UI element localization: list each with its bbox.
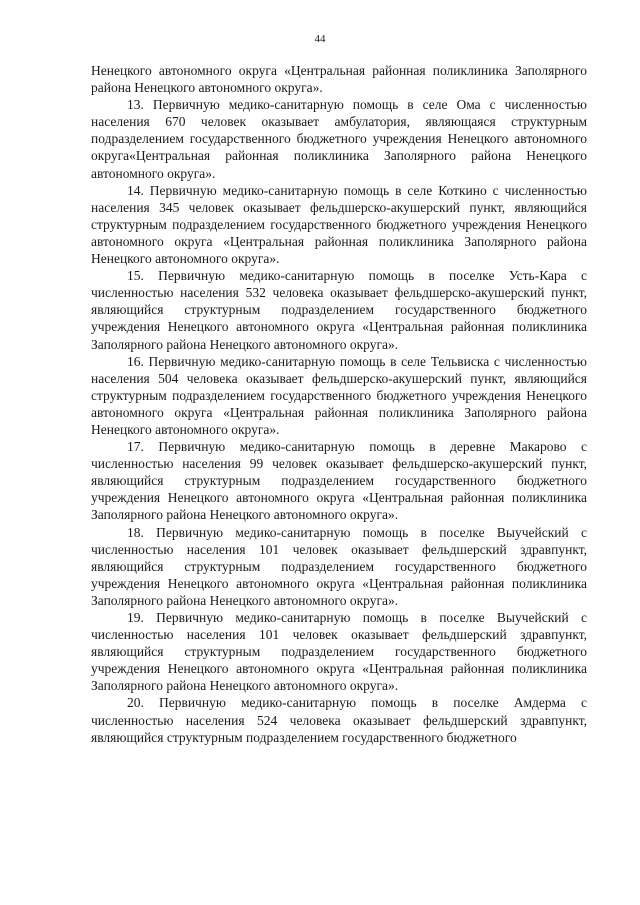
paragraph-14: 14. Первичную медико-санитарную помощь в селе Коткино с численностью населения 345 человек оказывает фельдшерско-акушерский пункт, являющийся структурным подразделением государственного бюджетного учреждения Ненецкого автономного округа «Центральная районная поликлиника Заполярного района Ненецкого автономного округа». — [91, 182, 587, 267]
paragraph-13: 13. Первичную медико-санитарную помощь в селе Ома с численностью населения 670 человек оказывает амбулатория, являющаяся структурным подразделением государственного бюджетного учреждения Ненецкого автономного округа«Центральная районная поликлиника Заполярного района Ненецкого автономного округа». — [91, 97, 587, 181]
paragraph-20: 20. Первичную медико-санитарную помощь в поселке Амдерма с численностью населения 524 человека оказывает фельдшерский здравпункт, являющийся структурным подразделением государственного бюджетного — [91, 695, 587, 745]
document-body — [91, 62, 587, 746]
paragraph-19: 19. Первичную медико-санитарную помощь в поселке Выучейский с численностью населения 101 человек оказывает фельдшерский здравпункт, являющийся структурным подразделением государственного бюджетного учреждения Ненецкого автономного округа «Центральная районная поликлиника Заполярного района Ненецкого автономного округа». — [91, 610, 587, 694]
paragraph-15: 15. Первичную медико-санитарную помощь в поселке Усть-Кара с численностью населения 532 человека оказывает фельдшерско-акушерский пункт, являющийся структурным подразделением государственного бюджетного учреждения Ненецкого автономного округа «Центральная районная поликлиника Заполярного района Ненецкого автономного округа». — [91, 268, 587, 352]
page-number: 44 — [314, 33, 326, 45]
paragraph-18: 18. Первичную медико-санитарную помощь в поселке Выучейский с численностью населения 101 человек оказывает фельдшерский здравпункт, являющийся структурным подразделением государственного бюджетного учреждения Ненецкого автономного округа «Центральная районная поликлиника Заполярного района Ненецкого автономного округа». — [91, 524, 587, 608]
paragraph-17: 17. Первичную медико-санитарную помощь в деревне Макарово с численностью населения 99 человек оказывает фельдшерско-акушерский пункт, являющийся структурным подразделением государственного бюджетного учреждения Ненецкого автономного округа «Центральная районная поликлиника Заполярного района Ненецкого автономного округа». — [91, 439, 587, 523]
paragraph-continuation: Ненецкого автономного округа «Центральная районная поликлиника Заполярного района Ненецкого автономного округа». — [91, 63, 587, 96]
paragraph-16: 16. Первичную медико-санитарную помощь в селе Тельвиска с численностью населения 504 человека оказывает фельдшерско-акушерский пункт, являющийся структурным подразделением государственного бюджетного учреждения Ненецкого автономного округа «Центральная районная поликлиника Заполярного района Ненецкого автономного округа». — [91, 353, 587, 437]
